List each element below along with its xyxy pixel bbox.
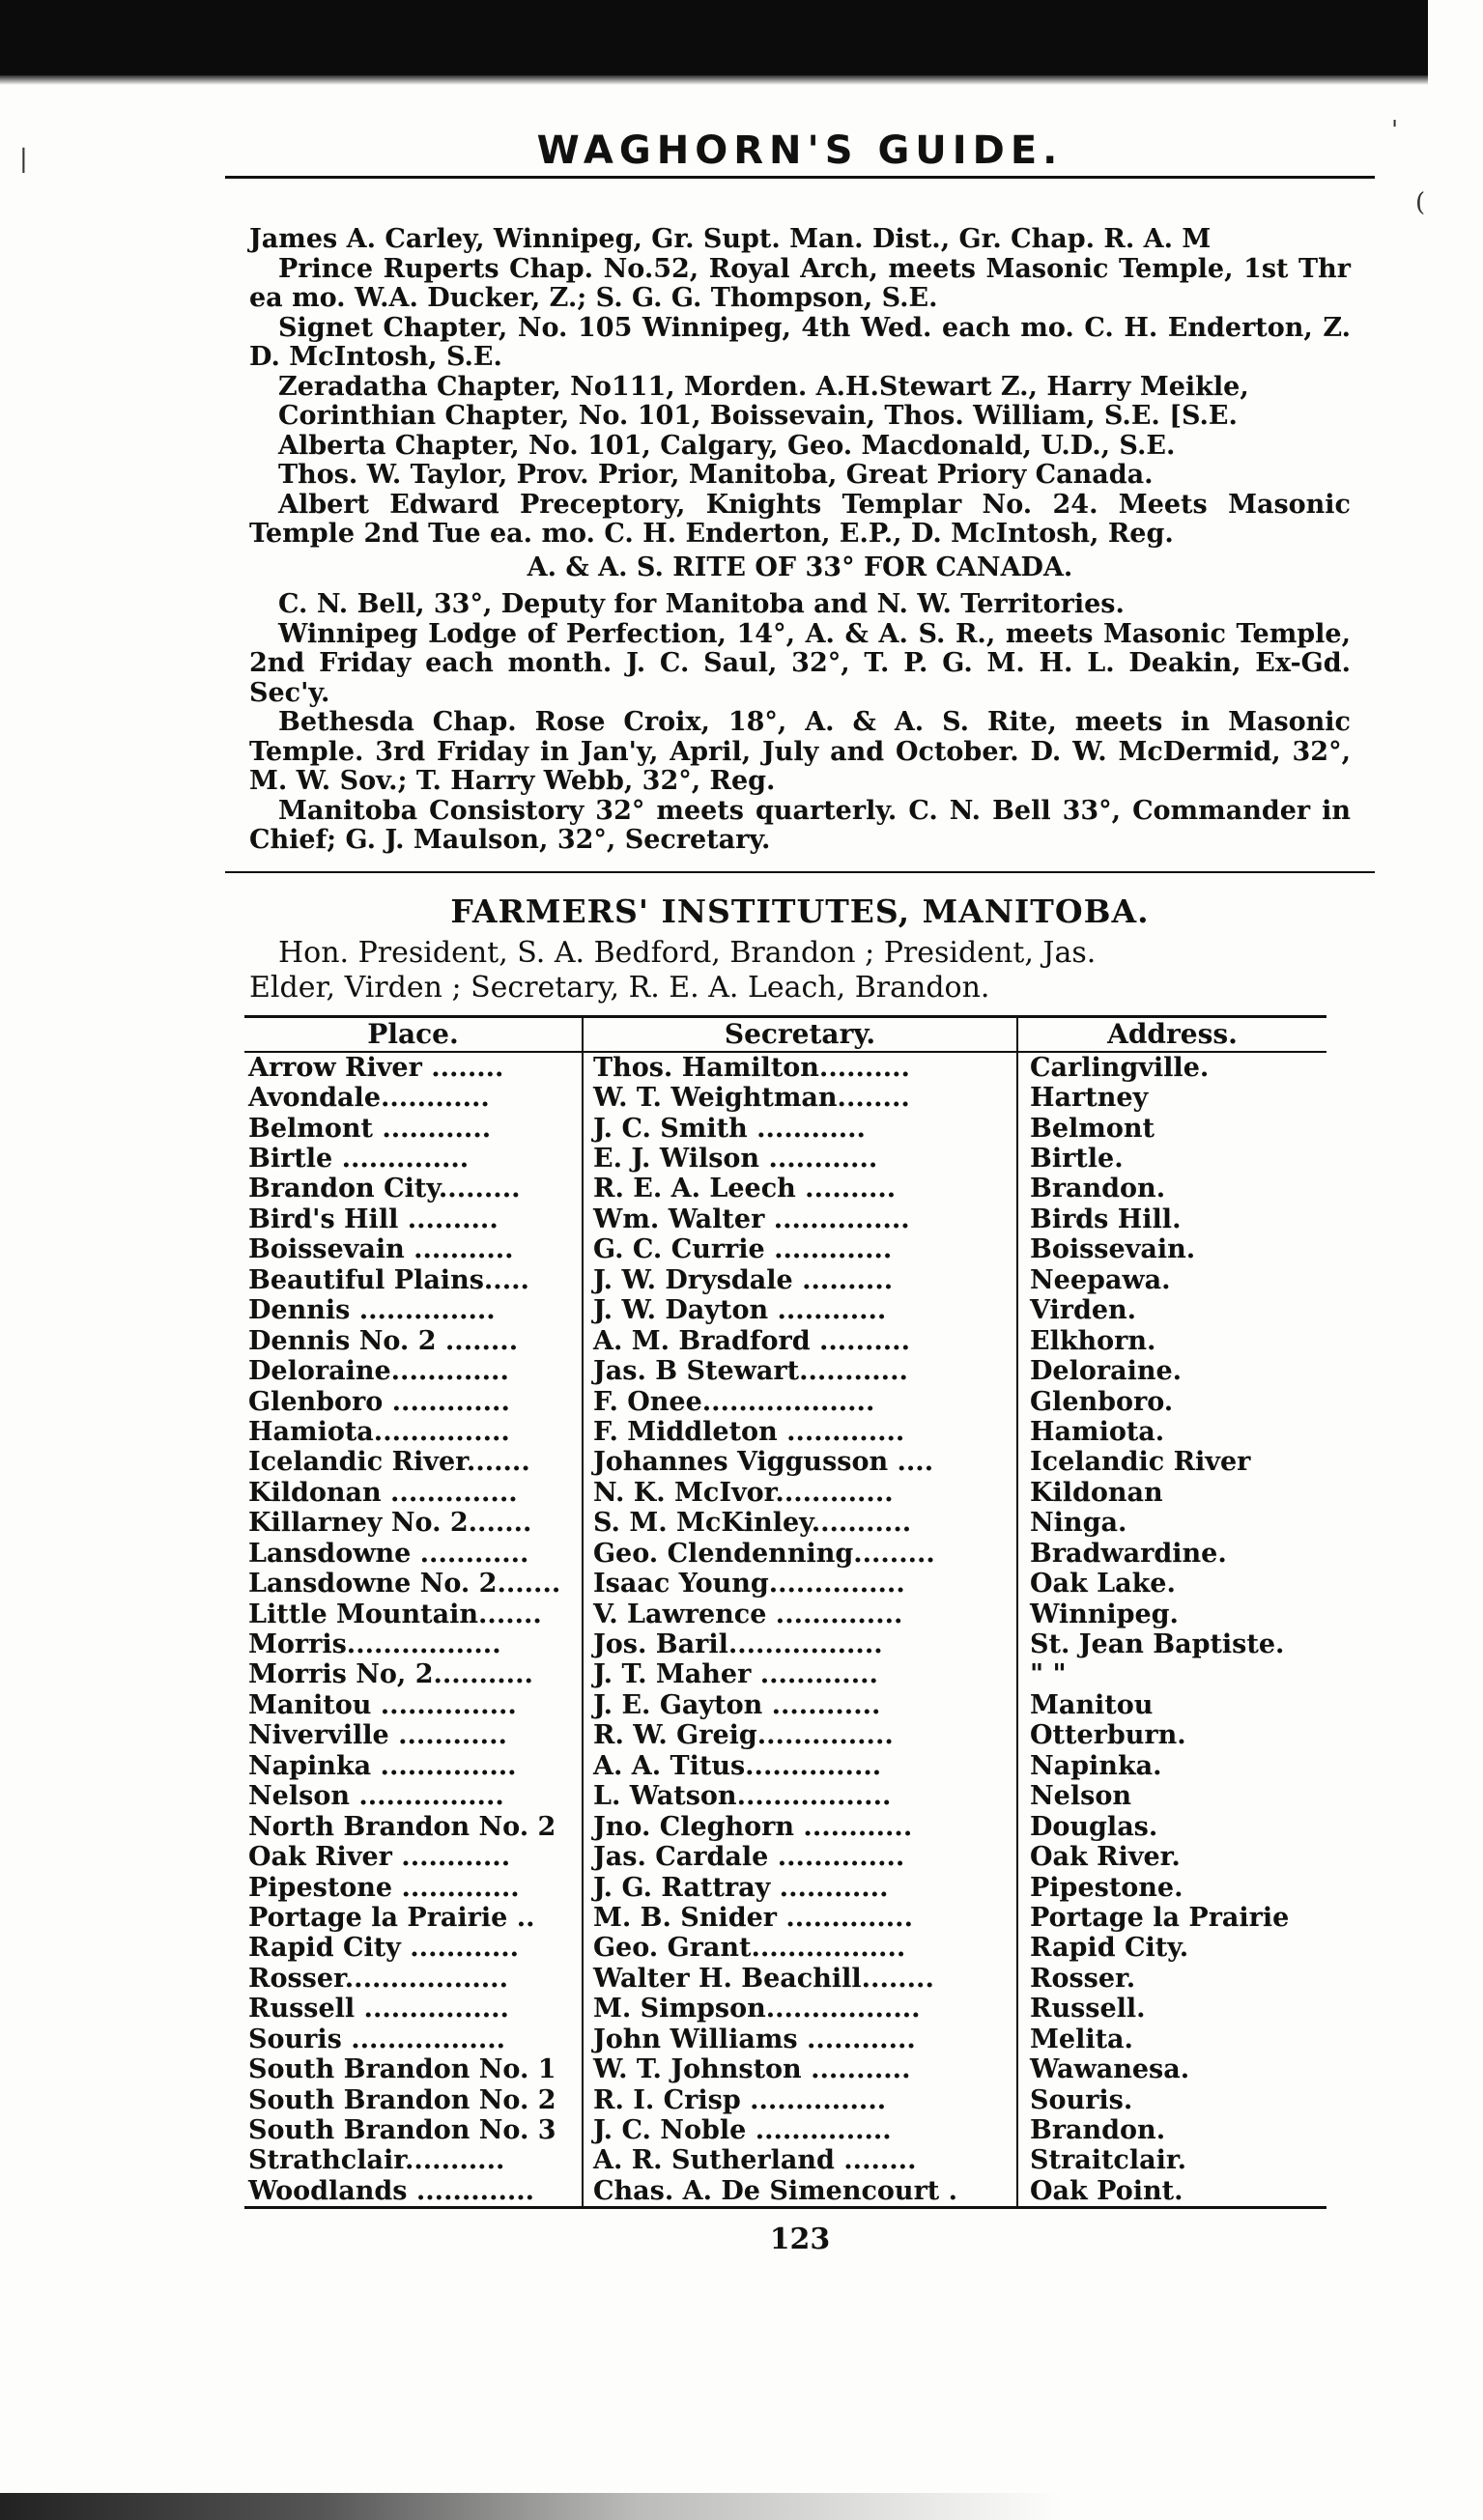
place-cell: Little Mountain....... — [244, 1599, 583, 1628]
address-cell: Hartney — [1030, 1083, 1149, 1114]
masonic-entry: Signet Chapter, No. 105 Winnipeg, 4th Wed. each mo. C. H. Enderton, Z. D. McIntosh, S.E. — [249, 312, 1351, 372]
secretary-cell: John Williams ............ — [583, 2024, 1017, 2054]
address-cell: Hamiota. — [1030, 1416, 1165, 1447]
place-cell: Woodlands ............. — [244, 2176, 583, 2208]
address-cell: Kildonan — [1030, 1477, 1163, 1508]
column-header-address: Address. — [1017, 1016, 1326, 1052]
secretary-cell: Walter H. Beachill........ — [583, 1964, 1017, 1994]
officers-line: Elder, Virden ; Secretary, R. E. A. Leach, Brandon. — [249, 970, 990, 1005]
title-rule — [225, 176, 1375, 179]
secretary-cell: G. C. Currie ............. — [583, 1234, 1017, 1264]
address-cell: Brandon. — [1030, 1174, 1166, 1204]
address-cell: " " — [1030, 1659, 1067, 1690]
place-cell: Bird's Hill .......... — [244, 1204, 583, 1234]
place-cell: Nelson ................ — [244, 1781, 583, 1811]
scan-bottom-smudge — [0, 2493, 1063, 2520]
table-row — [244, 1325, 1326, 1355]
rite-entry: C. N. Bell, 33°, Deputy for Manitoba and N. W. Territories. — [278, 589, 1125, 619]
table-row — [244, 1842, 1326, 1872]
table-row — [244, 2115, 1326, 2145]
address-cell: Rosser. — [1030, 1963, 1136, 1994]
place-cell: South Brandon No. 3 — [244, 2115, 583, 2145]
address-cell: Oak Lake. — [1030, 1569, 1176, 1600]
rite-entry: Winnipeg Lodge of Perfection, 14°, A. & A. S. R., meets Masonic Temple, 2nd Friday each month. J. C. Saul, 32°, T. P. G. M. H. L. Deakin, Ex-Gd. Sec'y. — [249, 618, 1351, 708]
secretary-cell: J. C. Noble ............... — [583, 2115, 1017, 2145]
address-cell: Melita. — [1030, 2024, 1133, 2054]
masonic-section — [249, 225, 1351, 856]
place-cell: Arrow River ........ — [244, 1052, 583, 1083]
table-row — [244, 1781, 1326, 1811]
secretary-cell: F. Middleton ............. — [583, 1417, 1017, 1447]
place-cell: South Brandon No. 2 — [244, 2084, 583, 2114]
table-row — [244, 1174, 1326, 1203]
place-cell: Glenboro ............. — [244, 1386, 583, 1416]
secretary-cell: N. K. McIvor............. — [583, 1478, 1017, 1508]
secretary-cell: J. T. Maher ............. — [583, 1659, 1017, 1689]
page-title: WAGHORN'S GUIDE. — [536, 128, 1064, 173]
address-cell: Brandon. — [1030, 2115, 1166, 2146]
secretary-cell: F. Onee................... — [583, 1386, 1017, 1416]
place-cell: Kildonan .............. — [244, 1478, 583, 1508]
table-row — [244, 1629, 1326, 1659]
table-row — [244, 2054, 1326, 2084]
place-cell: Beautiful Plains..... — [244, 1265, 583, 1295]
scan-speck: ( — [1415, 188, 1426, 217]
table-row — [244, 2024, 1326, 2054]
place-cell: Strathclair........... — [244, 2145, 583, 2175]
column-header-place: Place. — [244, 1016, 583, 1052]
secretary-cell: A. M. Bradford .......... — [583, 1325, 1017, 1355]
masonic-entry: James A. Carley, Winnipeg, Gr. Supt. Man. Dist., Gr. Chap. R. A. M — [249, 224, 1212, 254]
table-row — [244, 2084, 1326, 2114]
secretary-cell: Johannes Viggusson .... — [583, 1447, 1017, 1477]
address-cell: Elkhorn. — [1030, 1325, 1156, 1356]
section-rule — [225, 871, 1375, 873]
table-row — [244, 2176, 1326, 2208]
secretary-cell: Geo. Clendenning......... — [583, 1539, 1017, 1569]
address-cell: Souris. — [1030, 2084, 1133, 2115]
page-body — [249, 126, 1351, 2256]
rite-entry: Manitoba Consistory 32° meets quarterly. C. N. Bell 33°, Commander in Chief; G. J. Maulson, 32°, Secretary. — [249, 795, 1351, 855]
secretary-cell: J. E. Gayton ............ — [583, 1690, 1017, 1720]
table-row — [244, 1417, 1326, 1447]
secretary-cell: Wm. Walter ............... — [583, 1204, 1017, 1234]
address-cell: Deloraine. — [1030, 1356, 1183, 1387]
table-row — [244, 1478, 1326, 1508]
table-row — [244, 1569, 1326, 1599]
table-row — [244, 1204, 1326, 1234]
column-header-secretary: Secretary. — [583, 1016, 1017, 1052]
farmers-officers — [249, 936, 1351, 1005]
secretary-cell: Jno. Cleghorn ............ — [583, 1811, 1017, 1841]
place-cell: Russell ................ — [244, 1994, 583, 2024]
place-cell: Niverville ............ — [244, 1720, 583, 1750]
place-cell: Birtle .............. — [244, 1144, 583, 1174]
address-cell: Belmont — [1030, 1113, 1155, 1144]
place-cell: Morris No, 2........... — [244, 1659, 583, 1689]
place-cell: Rapid City ............ — [244, 1933, 583, 1963]
place-cell: Dennis No. 2 ........ — [244, 1325, 583, 1355]
place-cell: Icelandic River....... — [244, 1447, 583, 1477]
place-cell: Pipestone ............. — [244, 1872, 583, 1902]
address-cell: Russell. — [1030, 1994, 1146, 2024]
secretary-cell: J. W. Dayton ............ — [583, 1295, 1017, 1325]
place-cell: Deloraine............. — [244, 1356, 583, 1386]
secretary-cell: Jos. Baril................. — [583, 1629, 1017, 1659]
address-cell: Wawanesa. — [1030, 2054, 1190, 2085]
place-cell: Morris................. — [244, 1629, 583, 1659]
scan-top-bar-shadow — [0, 75, 1428, 85]
address-cell: Portage la Prairie — [1030, 1902, 1290, 1933]
address-cell: Ninga. — [1030, 1508, 1127, 1539]
address-cell: Straitclair. — [1030, 2145, 1187, 2176]
address-cell: Birtle. — [1030, 1144, 1124, 1175]
place-cell: Belmont ............ — [244, 1113, 583, 1143]
secretary-cell: Isaac Young............... — [583, 1569, 1017, 1599]
masonic-entry: Prince Ruperts Chap. No.52, Royal Arch, meets Masonic Temple, 1st Thr ea mo. W.A. Ducker, Z.; S. G. G. Thompson, S.E. — [249, 253, 1351, 313]
table-row — [244, 1386, 1326, 1416]
table-row — [244, 1113, 1326, 1143]
table-row — [244, 1539, 1326, 1569]
address-cell: Neepawa. — [1030, 1264, 1171, 1295]
address-cell: Oak River. — [1030, 1842, 1181, 1873]
address-cell: Virden. — [1030, 1295, 1137, 1326]
page-number: 123 — [769, 2223, 831, 2257]
table-row — [244, 1659, 1326, 1689]
table-row — [244, 1447, 1326, 1477]
secretary-cell: J. G. Rattray ............ — [583, 1872, 1017, 1902]
secretary-cell: R. W. Greig............... — [583, 1720, 1017, 1750]
scan-speck: | — [19, 145, 28, 174]
address-cell: Pipestone. — [1030, 1872, 1184, 1903]
table-row — [244, 1265, 1326, 1295]
table-row — [244, 1903, 1326, 1933]
address-cell: Oak Point. — [1017, 2176, 1326, 2208]
table-row — [244, 1083, 1326, 1113]
masonic-entry: Thos. W. Taylor, Prov. Prior, Manitoba, Great Priory Canada. — [278, 460, 1154, 490]
address-cell: Boissevain. — [1030, 1234, 1196, 1265]
address-cell: Douglas. — [1030, 1811, 1158, 1842]
table-row — [244, 1751, 1326, 1781]
table-row — [244, 1234, 1326, 1264]
table-row — [244, 2145, 1326, 2175]
table-row — [244, 1994, 1326, 2024]
secretary-cell: A. R. Sutherland ........ — [583, 2145, 1017, 2175]
institutes-table — [244, 1015, 1326, 2210]
table-header-row — [244, 1016, 1326, 1052]
secretary-cell: J. W. Drysdale .......... — [583, 1265, 1017, 1295]
address-cell: Birds Hill. — [1030, 1203, 1182, 1234]
address-cell: Otterburn. — [1030, 1720, 1186, 1751]
place-cell: Hamiota............... — [244, 1417, 583, 1447]
address-cell: Bradwardine. — [1030, 1538, 1227, 1569]
address-cell: St. Jean Baptiste. — [1030, 1629, 1285, 1660]
address-cell: Carlingville. — [1030, 1052, 1210, 1083]
place-cell: Dennis ............... — [244, 1295, 583, 1325]
address-cell: Winnipeg. — [1030, 1599, 1179, 1629]
table-row — [244, 1933, 1326, 1963]
address-cell: Icelandic River — [1030, 1447, 1251, 1478]
secretary-cell: R. I. Crisp ............... — [583, 2084, 1017, 2114]
table-row — [244, 1356, 1326, 1386]
officers-line: Hon. President, S. A. Bedford, Brandon ; President, Jas. — [278, 935, 1097, 970]
table-row — [244, 1144, 1326, 1174]
place-cell: Killarney No. 2....... — [244, 1508, 583, 1538]
masonic-entry: Alberta Chapter, No. 101, Calgary, Geo. Macdonald, U.D., S.E. — [278, 430, 1176, 461]
masonic-entry: Albert Edward Preceptory, Knights Templar No. 24. Meets Masonic Temple 2nd Tue ea. mo. C. H. Enderton, E.P., D. McIntosh, Reg. — [249, 489, 1351, 549]
table-row — [244, 1964, 1326, 1994]
address-cell: Rapid City. — [1030, 1933, 1189, 1964]
place-cell: Oak River ............ — [244, 1842, 583, 1872]
address-cell: Manitou — [1030, 1689, 1154, 1720]
scan-top-bar — [0, 0, 1428, 75]
table-row — [244, 1872, 1326, 1902]
place-cell: South Brandon No. 1 — [244, 2054, 583, 2084]
place-cell: Manitou ............... — [244, 1690, 583, 1720]
secretary-cell: W. T. Johnston ........... — [583, 2054, 1017, 2084]
secretary-cell: R. E. A. Leech .......... — [583, 1174, 1017, 1203]
address-cell: Nelson — [1030, 1781, 1131, 1812]
table-row — [244, 1720, 1326, 1750]
table-body — [244, 1052, 1326, 2208]
place-cell: Lansdowne No. 2....... — [244, 1569, 583, 1599]
table-row — [244, 1508, 1326, 1538]
address-cell: Glenboro. — [1030, 1386, 1174, 1417]
table-row — [244, 1690, 1326, 1720]
place-cell: Brandon City......... — [244, 1174, 583, 1203]
address-cell: Napinka. — [1030, 1750, 1162, 1781]
secretary-cell: Thos. Hamilton.......... — [583, 1052, 1017, 1083]
secretary-cell: J. C. Smith ............ — [583, 1113, 1017, 1143]
place-cell: Avondale............ — [244, 1083, 583, 1113]
place-cell: Lansdowne ............ — [244, 1539, 583, 1569]
secretary-cell: E. J. Wilson ............ — [583, 1144, 1017, 1174]
masonic-entry: Corinthian Chapter, No. 101, Boissevain, Thos. William, S.E. [S.E. — [278, 401, 1238, 431]
rite-entry: Bethesda Chap. Rose Croix, 18°, A. & A. S. Rite, meets in Masonic Temple. 3rd Friday in Jan'y, April, July and October. D. W. McDermid, 32°, M. W. Sov.; T. Harry Webb, 32°, Reg. — [249, 707, 1351, 796]
secretary-cell: V. Lawrence .............. — [583, 1599, 1017, 1628]
secretary-cell: Jas. Cardale .............. — [583, 1842, 1017, 1872]
secretary-cell: Chas. A. De Simencourt . — [583, 2176, 1017, 2208]
secretary-cell: M. B. Snider .............. — [583, 1903, 1017, 1933]
scan-speck: ' — [1391, 116, 1399, 145]
farmers-heading: FARMERS' INSTITUTES, MANITOBA. — [450, 892, 1150, 930]
secretary-cell: A. A. Titus............... — [583, 1751, 1017, 1781]
secretary-cell: L. Watson................. — [583, 1781, 1017, 1811]
secretary-cell: M. Simpson................. — [583, 1994, 1017, 2024]
place-cell: Souris ................. — [244, 2024, 583, 2054]
secretary-cell: W. T. Weightman........ — [583, 1083, 1017, 1113]
place-cell: North Brandon No. 2 — [244, 1811, 583, 1841]
place-cell: Boissevain ........... — [244, 1234, 583, 1264]
table-row — [244, 1052, 1326, 1083]
rite-heading: A. & A. S. RITE OF 33° FOR CANADA. — [527, 552, 1073, 582]
place-cell: Portage la Prairie .. — [244, 1903, 583, 1933]
secretary-cell: S. M. McKinley........... — [583, 1508, 1017, 1538]
secretary-cell: Jas. B Stewart............ — [583, 1356, 1017, 1386]
table-row — [244, 1811, 1326, 1841]
secretary-cell: Geo. Grant................. — [583, 1933, 1017, 1963]
place-cell: Rosser.................. — [244, 1964, 583, 1994]
table-row — [244, 1599, 1326, 1628]
place-cell: Napinka ............... — [244, 1751, 583, 1781]
table-row — [244, 1295, 1326, 1325]
masonic-entry: Zeradatha Chapter, No111, Morden. A.H.Stewart Z., Harry Meikle, — [278, 371, 1249, 402]
